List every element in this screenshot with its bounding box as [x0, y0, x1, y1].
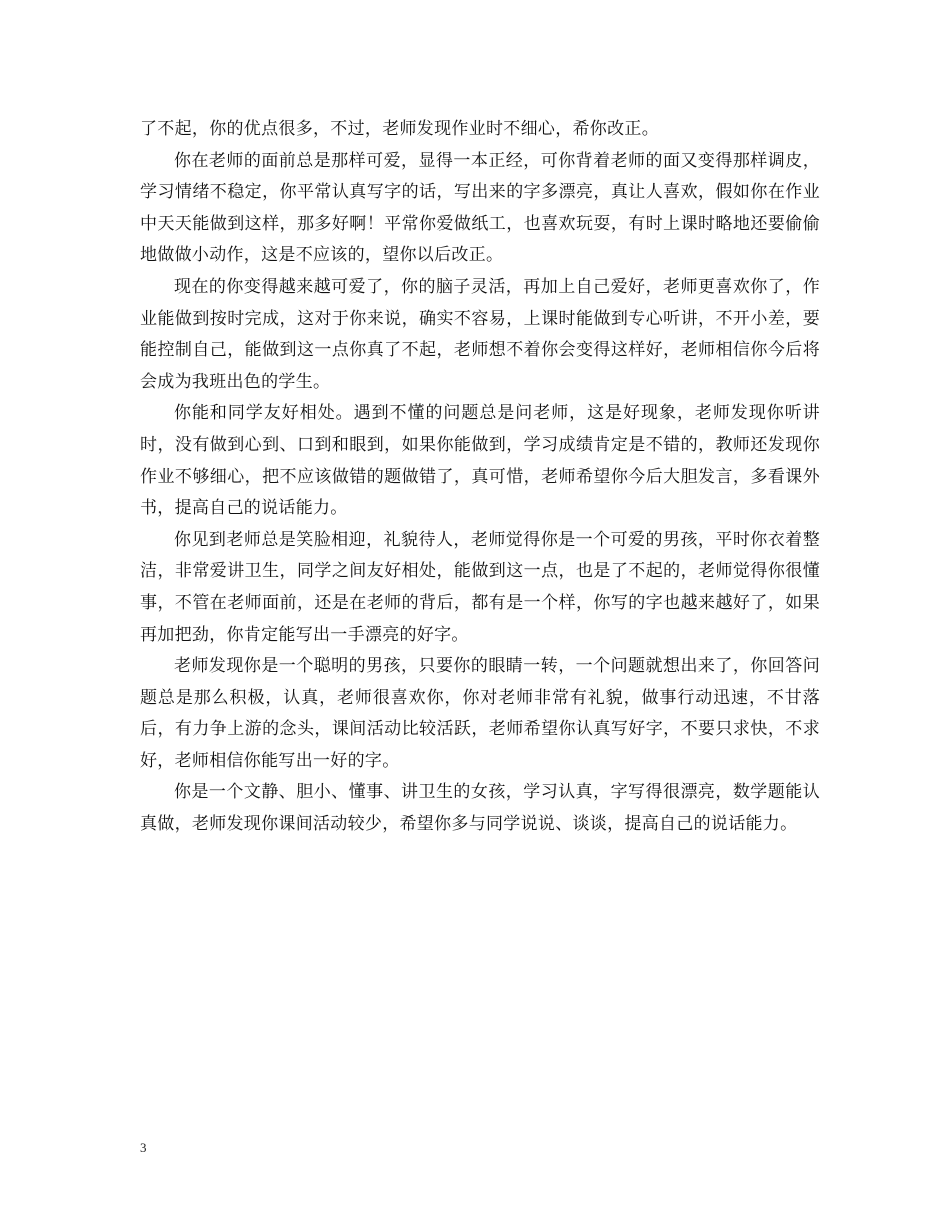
paragraph-6: 老师发现你是一个聪明的男孩，只要你的眼睛一转，一个问题就想出来了，你回答问题总是那么积极，认真，老师很喜欢你，你对老师非常有礼貌，做事行动迅速，不甘落后，有力争上游的念头，课间活动比较活跃，老师希望你认真写好字，不要只求快，不求好，老师相信你能写出一好的字。 [140, 656, 820, 771]
paragraph-2: 你在老师的面前总是那样可爱，显得一本正经，可你背着老师的面又变得那样调皮，学习情绪不稳定，你平常认真写字的话，写出来的字多漂亮，真让人喜欢，假如你在作业中天天能做到这样，那多好啊！平常你爱做纸工，也喜欢玩耍，有时上课时略地还要偷偷地做做小动作，这是不应该的，望你以后改正。 [140, 150, 820, 266]
paragraph-1: 了不起，你的优点很多，不过，老师发现作业时不细心，希你改正。 [140, 119, 659, 139]
paragraph-4: 你能和同学友好相处。遇到不懂的问题总是问老师，这是好现象，老师发现你听讲时，没有做到心到、口到和眼到，如果你能做到，学习成绩肯定是不错的，教师还发现你作业不够细心，把不应该做错的题做错了，真可惜，老师希望你今后大胆发言，多看课外书，提高自己的说话能力。 [140, 403, 820, 519]
page-number: 3 [140, 1140, 147, 1155]
paragraph-5: 你见到老师总是笑脸相迎，礼貌待人，老师觉得你是一个可爱的男孩，平时你衣着整洁，非常爱讲卫生，同学之间友好相处，能做到这一点，也是了不起的，老师觉得你很懂事，不管在老师面前，还是在老师的背后，都有是一个样，你写的字也越来越好了，如果再加把劲，你肯定能写出一手漂亮的好字。 [140, 529, 820, 645]
document-body [140, 114, 820, 841]
paragraph-3: 现在的你变得越来越可爱了，你的脑子灵活，再加上自己爱好，老师更喜欢你了，作业能做到按时完成，这对于你来说，确实不容易，上课时能做到专心听讲，不开小差，要能控制自己，能做到这一点你真了不起，老师想不着你会变得这样好，老师相信你今后将会成为我班出色的学生。 [140, 276, 820, 392]
paragraph-7: 你是一个文静、胆小、懂事、讲卫生的女孩，学习认真，字写得很漂亮，数学题能认真做，老师发现你课间活动较少，希望你多与同学说说、谈谈，提高自己的说话能力。 [140, 782, 820, 835]
